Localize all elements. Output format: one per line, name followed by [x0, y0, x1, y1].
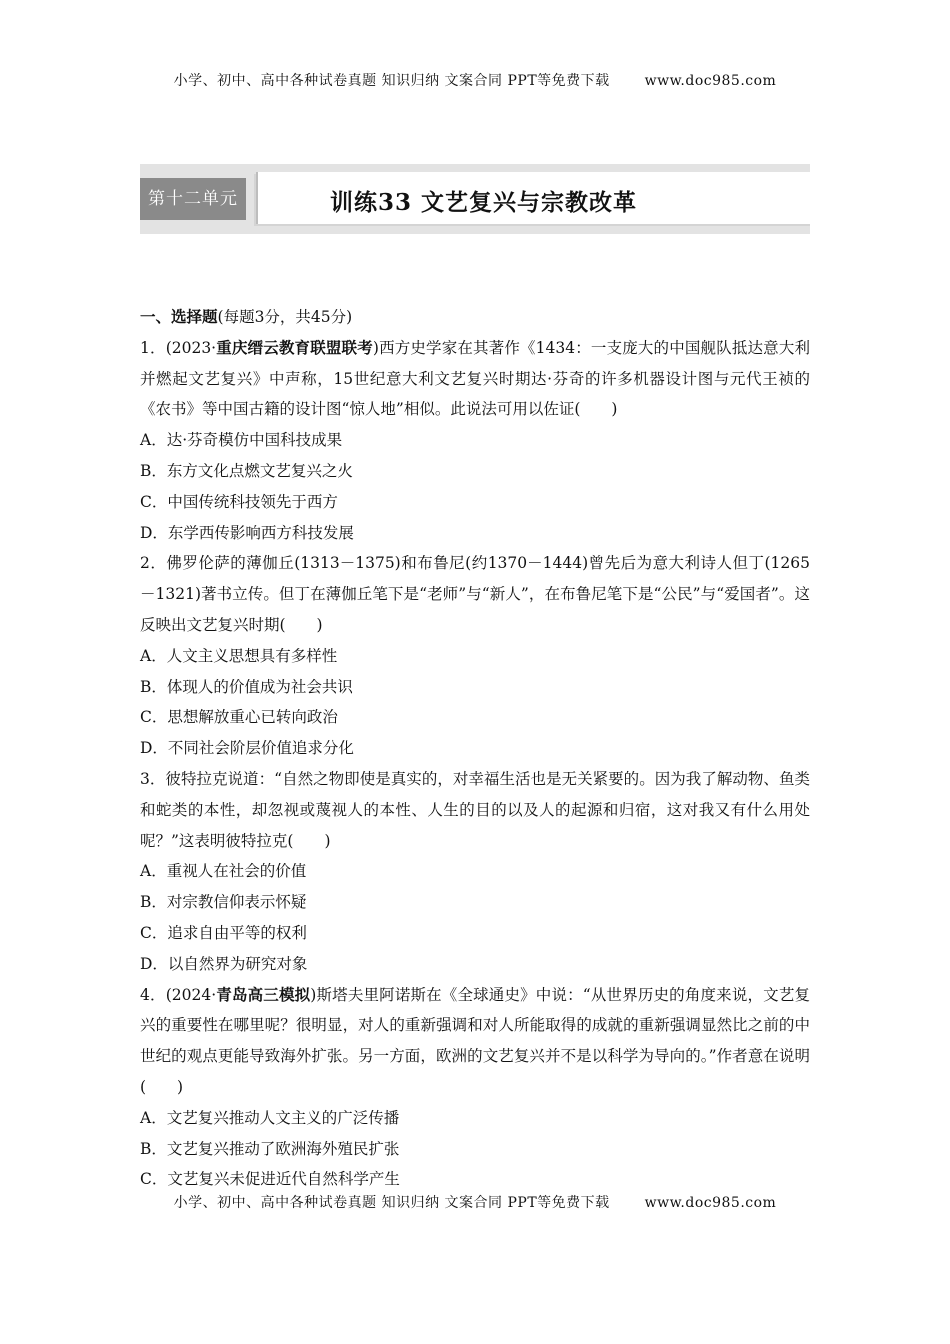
page-title: 训练33 文艺复兴与宗教改革 [330, 189, 638, 216]
section-heading [140, 302, 810, 333]
question-text: 斯塔夫里阿诺斯在《全球通史》中说：“从世界历史的角度来说，文艺复兴的重要性在哪里呢？很明显，对人的重新强调和对人所能取得的成就的重新强调显然比之前的中世纪的观点更能导致海外扩张。另一方面，欧洲的文艺复兴并不是以科学为导向的。”作者意在说明( ) [140, 985, 810, 1096]
option-b: B．东方文化点燃文艺复兴之火 [140, 461, 353, 480]
option-c: C．中国传统科技领先于西方 [140, 492, 338, 511]
question-text: 佛罗伦萨的薄伽丘(1313－1375)和布鲁尼(约1370－1444)曾先后为意大利诗人但丁(1265－1321)著书立传。但丁在薄伽丘笔下是“老师”与“新人”，在布鲁尼笔下是“公民”与“爱国者”。这反映出文艺复兴时期( ) [140, 554, 810, 634]
question-stem [140, 764, 810, 856]
source-prefix: (2023· [165, 338, 217, 357]
question-number: 1． [140, 338, 166, 357]
header-promo-text: 小学、初中、高中各种试卷真题 知识归纳 文案合同 PPT等免费下载 [173, 73, 610, 89]
unit-banner [140, 164, 810, 234]
unit-tag: 第十二单元 [140, 178, 246, 220]
question-text: 西方史学家在其著作《1434：一支庞大的中国舰队抵达意大利并燃起文艺复兴》中声称，15世纪意大利文艺复兴时期达·芬奇的许多机器设计图与元代王祯的《农书》等中国古籍的设计图“惊人地”相似。此说法可用以佐证( ) [140, 338, 810, 419]
question-stem [140, 980, 810, 1103]
option-c: C．思想解放重心已转向政治 [140, 708, 338, 727]
option-d: D．东学西传影响西方科技发展 [140, 523, 354, 542]
source-suffix: ) [372, 338, 379, 357]
option-a: A．重视人在社会的价值 [140, 862, 307, 881]
question-source: 青岛高三模拟 [216, 985, 311, 1004]
page-header [0, 70, 950, 90]
option-b: B．对宗教信仰表示怀疑 [140, 893, 307, 912]
question-number: 2． [140, 554, 167, 573]
section-title: 一、选择题 [140, 307, 218, 326]
source-prefix: (2024· [165, 985, 217, 1004]
option-a: A．达·芬奇模仿中国科技成果 [140, 431, 343, 450]
source-suffix: ) [310, 985, 317, 1004]
footer-promo-text: 小学、初中、高中各种试卷真题 知识归纳 文案合同 PPT等免费下载 [173, 1195, 610, 1211]
question-stem [140, 548, 810, 640]
option-c: C．追求自由平等的权利 [140, 923, 307, 942]
header-site-link[interactable]: www.doc985.com [644, 73, 777, 89]
footer-site-link[interactable]: www.doc985.com [644, 1195, 777, 1211]
option-a: A．文艺复兴推动人文主义的广泛传播 [140, 1108, 400, 1127]
option-a: A．人文主义思想具有多样性 [140, 646, 338, 665]
option-b: B．体现人的价值成为社会共识 [140, 677, 353, 696]
option-d: D．不同社会阶层价值追求分化 [140, 739, 354, 758]
option-d: D．以自然界为研究对象 [140, 954, 308, 973]
section-note: (每题3分，共45分) [217, 308, 353, 326]
question-number: 4． [140, 985, 166, 1004]
question-number: 3． [140, 769, 166, 788]
question-list [140, 302, 810, 1195]
question-stem [140, 333, 810, 425]
question-source: 重庆缙云教育联盟联考 [216, 338, 373, 357]
option-b: B．文艺复兴推动了欧洲海外殖民扩张 [140, 1139, 400, 1158]
page-footer [0, 1192, 950, 1212]
option-c: C．文艺复兴未促进近代自然科学产生 [140, 1170, 400, 1189]
banner-title-panel [256, 172, 812, 224]
question-text: 彼特拉克说道：“自然之物即使是真实的，对幸福生活也是无关紧要的。因为我了解动物、鱼类和蛇类的本性，却忽视或蔑视人的本性、人生的目的以及人的起源和归宿，这对我又有什么用处呢？”这表明彼特拉克( ) [140, 769, 810, 850]
